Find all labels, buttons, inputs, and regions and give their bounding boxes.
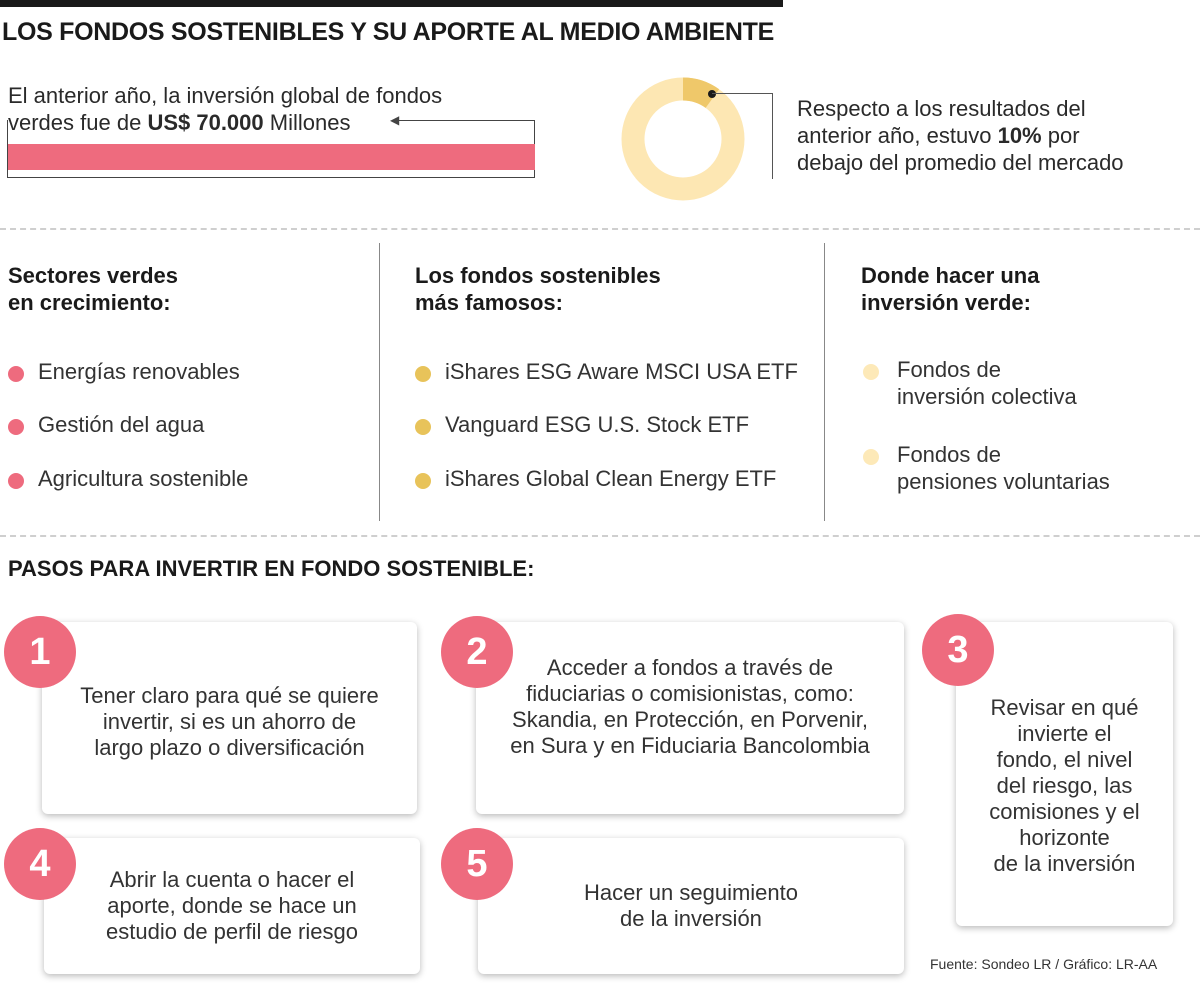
bullet-dot bbox=[8, 473, 24, 489]
heading-line-2: más famosos: bbox=[415, 290, 563, 315]
intro-amount: US$ 70.000 bbox=[147, 110, 264, 135]
step-text bbox=[80, 683, 378, 761]
market-note bbox=[797, 95, 1197, 176]
step-card-5 bbox=[478, 838, 904, 974]
step-line: Acceder a fondos a través de bbox=[546, 655, 834, 680]
intro-line-2-post: Millones bbox=[263, 110, 351, 135]
divider-dashed-top bbox=[0, 228, 1200, 230]
column-separator bbox=[379, 243, 380, 521]
bullet-dot bbox=[8, 419, 24, 435]
heading-line-2: inversión verde: bbox=[861, 290, 1031, 315]
donut-chart bbox=[620, 76, 746, 202]
step-line: fiduciarias o comisionistas, como: bbox=[526, 681, 854, 706]
list-item-label: Agricultura sostenible bbox=[38, 466, 249, 491]
donut-highlight-slice bbox=[683, 89, 712, 99]
step-line: Skandia, en Protección, en Porvenir, bbox=[512, 707, 868, 732]
column-separator bbox=[824, 243, 825, 521]
step-line: del riesgo, las bbox=[996, 773, 1133, 798]
item-line-2: pensiones voluntarias bbox=[897, 469, 1110, 494]
item-line-1: Fondos de bbox=[897, 442, 1001, 467]
step-number-badge: 5 bbox=[441, 828, 513, 900]
step-number-badge: 4 bbox=[4, 828, 76, 900]
step-card-2 bbox=[476, 622, 904, 814]
donut-marker-dot bbox=[708, 90, 716, 98]
heading-line-1: Sectores verdes bbox=[8, 263, 178, 288]
column-green-sectors bbox=[8, 262, 368, 491]
bullet-dot bbox=[415, 419, 431, 435]
donut-ring bbox=[633, 89, 733, 189]
step-number-badge: 1 bbox=[4, 616, 76, 688]
heading-line-2: en crecimiento: bbox=[8, 290, 171, 315]
heading-line-1: Donde hacer una bbox=[861, 263, 1040, 288]
step-text bbox=[989, 695, 1139, 877]
column-heading bbox=[861, 262, 1191, 316]
step-number-badge: 3 bbox=[922, 614, 994, 686]
list-item-label: iShares ESG Aware MSCI USA ETF bbox=[445, 359, 798, 384]
step-line: de la inversión bbox=[620, 906, 762, 931]
item-line-2: inversión colectiva bbox=[897, 384, 1077, 409]
connector-line-vertical bbox=[772, 93, 773, 179]
step-line: Revisar en qué bbox=[990, 695, 1139, 720]
column-heading bbox=[415, 262, 815, 316]
bullet-dot bbox=[863, 364, 879, 380]
divider-dashed-bottom bbox=[0, 535, 1200, 537]
column-heading bbox=[8, 262, 368, 316]
step-text bbox=[106, 867, 358, 945]
bullet-dot bbox=[415, 366, 431, 382]
top-rule bbox=[0, 0, 783, 7]
list-item-label bbox=[897, 441, 1110, 495]
step-line: horizonte bbox=[1019, 825, 1110, 850]
list-item-label: Gestión del agua bbox=[38, 412, 205, 437]
step-line: de la inversión bbox=[993, 851, 1136, 876]
column-famous-funds bbox=[415, 262, 815, 491]
source-credit: Fuente: Sondeo LR / Gráfico: LR-AA bbox=[930, 956, 1158, 972]
item-line-1: Fondos de bbox=[897, 357, 1001, 382]
heading-line-1: Los fondos sostenibles bbox=[415, 263, 661, 288]
step-line: comisiones y el bbox=[989, 799, 1140, 824]
note-line-3: debajo del promedio del mercado bbox=[797, 150, 1124, 175]
note-percent: 10% bbox=[997, 123, 1042, 148]
note-line-2-pre: anterior año, estuvo bbox=[797, 123, 998, 148]
step-line: aporte, donde se hace un bbox=[107, 893, 357, 918]
arrow-left-icon: ◀ bbox=[390, 113, 400, 127]
bullet-dot bbox=[863, 449, 879, 465]
bullet-dot bbox=[415, 473, 431, 489]
intro-line-2-pre: verdes fue de bbox=[8, 110, 148, 135]
step-text bbox=[510, 655, 870, 759]
step-line: largo plazo o diversificación bbox=[94, 735, 365, 760]
intro-line-1: El anterior año, la inversión global de fondos bbox=[8, 83, 443, 108]
step-line: estudio de perfil de riesgo bbox=[106, 919, 358, 944]
note-line-1: Respecto a los resultados del bbox=[797, 96, 1086, 121]
step-card-1 bbox=[42, 622, 417, 814]
list-item-label: Energías renovables bbox=[38, 359, 240, 384]
page-title: LOS FONDOS SOSTENIBLES Y SU APORTE AL MEDIO AMBIENTE bbox=[2, 18, 774, 46]
step-text bbox=[584, 880, 798, 932]
step-line: invertir, si es un ahorro de bbox=[102, 709, 357, 734]
bullet-dot bbox=[8, 366, 24, 382]
step-card-4 bbox=[44, 838, 420, 974]
list-item-label: Vanguard ESG U.S. Stock ETF bbox=[445, 412, 750, 437]
note-line-2-post: por bbox=[1041, 123, 1080, 148]
step-line: fondo, el nivel bbox=[996, 747, 1133, 772]
list-item-label: iShares Global Clean Energy ETF bbox=[445, 466, 777, 491]
step-line: Abrir la cuenta o hacer el bbox=[109, 867, 355, 892]
connector-line bbox=[712, 93, 773, 94]
step-line: en Sura y en Fiduciaria Bancolombia bbox=[510, 733, 870, 758]
investment-bar bbox=[8, 144, 535, 170]
note-line-2 bbox=[797, 122, 1197, 149]
step-line: invierte el bbox=[1017, 721, 1112, 746]
steps-title: PASOS PARA INVERTIR EN FONDO SOSTENIBLE: bbox=[8, 556, 535, 581]
step-line: Hacer un seguimiento bbox=[583, 880, 798, 905]
step-number-badge: 2 bbox=[441, 616, 513, 688]
column-where-to-invest bbox=[861, 262, 1191, 494]
list-item-label bbox=[897, 356, 1077, 410]
step-line: Tener claro para qué se quiere bbox=[80, 683, 379, 708]
